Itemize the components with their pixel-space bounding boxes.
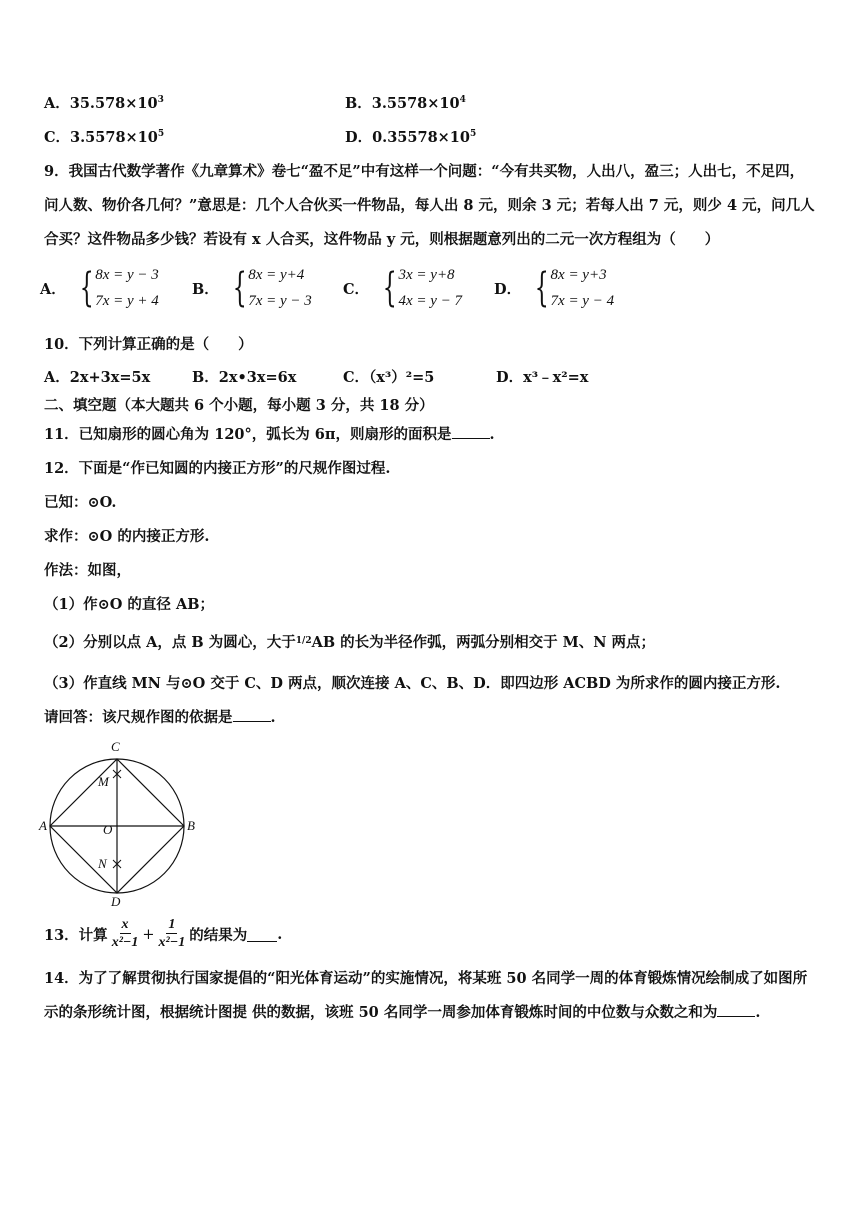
answer-blank[interactable] xyxy=(717,1002,755,1017)
q13 xyxy=(44,917,282,952)
half-num: 1 xyxy=(295,636,303,646)
q12-find: 求作：⊙O 的内接正方形. xyxy=(44,528,210,545)
q9-option-b-label: B． xyxy=(192,280,219,298)
q13-end: . xyxy=(277,926,283,943)
q9-d-eq1: 8x = y+3 xyxy=(550,267,607,283)
q9-c-eq1: 3x = y+8 xyxy=(398,267,455,283)
plus-sign: + xyxy=(142,926,155,943)
q13-fraction-1 xyxy=(110,917,141,952)
q10-option-d: D．x³﹣x²=x xyxy=(496,369,589,386)
f2-den: x²−1 xyxy=(158,935,186,950)
q10-option-c: C．（x³）²=5 xyxy=(343,369,435,386)
answer-blank[interactable] xyxy=(452,424,490,439)
brace-icon: { xyxy=(534,265,549,311)
q14-end: . xyxy=(755,1004,761,1021)
q10-stem: 10．下列计算正确的是（ ） xyxy=(44,336,253,353)
q8-option-a: A．$35.578\times 10^3$ xyxy=(44,95,164,112)
q14-line-2 xyxy=(44,1001,760,1022)
q9-option-a xyxy=(40,262,159,314)
f1-den: x²−1 xyxy=(111,935,139,950)
q13-pre: 13．计算 xyxy=(44,927,108,944)
q12-answer xyxy=(44,706,276,727)
q12-stem: 12．下面是“作已知圆的内接正方形”的尺规作图过程. xyxy=(44,460,391,477)
q11-text: 11．已知扇形的圆心角为 120°，弧长为 6π，则扇形的面积是 xyxy=(44,426,452,443)
label-d: D xyxy=(111,894,121,908)
q9-b-eq2: 7x = y − 3 xyxy=(248,293,312,309)
q14-line-1: 14．为了了解贯彻执行国家提倡的“阳光体育运动”的实施情况，将某班 50 名同学一周的体育锻炼情况绘制成了如图所 xyxy=(44,970,808,987)
q9-line-3: 合买？这件物品多少钱？若设有 x 人合买，这件物品 y 元，则根据题意列出的二元一次方程组为（ ） xyxy=(44,231,720,248)
q8-option-d: D．$0.35578\times 10^5$ xyxy=(345,129,477,146)
q9-d-eq2: 7x = y − 4 xyxy=(550,293,615,309)
q12-known: 已知：⊙O. xyxy=(44,494,117,511)
half-den: 2 xyxy=(305,636,312,646)
q14-line-2-text: 示的条形统计图，根据统计图提 供的数据，该班 50 名同学一周参加体育锻炼时间的中位数与众数之和为 xyxy=(44,1004,718,1021)
q12-step-2-pre: （2）分别以点 A，点 B 为圆心，大于 xyxy=(44,634,296,651)
q9-b-eq1: 8x = y+4 xyxy=(248,267,305,283)
q9-option-b xyxy=(192,262,312,314)
label-b: B xyxy=(187,818,195,833)
q9-a-eq2: 7x = y + 4 xyxy=(95,293,159,309)
brace-icon: { xyxy=(382,265,397,311)
q12-step-3: （3）作直线 MN 与⊙O 交于 C、D 两点，顺次连接 A、C、B、D．即四边形 ACBD 为所求作的圆内接正方形. xyxy=(44,675,781,692)
inscribed-square-figure xyxy=(38,736,208,908)
q9-option-c xyxy=(343,262,462,314)
q9-option-d xyxy=(494,262,614,314)
f1-num: x xyxy=(121,917,129,932)
q11-end: . xyxy=(489,426,495,443)
answer-blank[interactable] xyxy=(233,707,271,722)
q12-end: . xyxy=(270,709,276,726)
half-fraction: 1/2 xyxy=(295,636,312,646)
q11 xyxy=(44,423,495,444)
f2-num: 1 xyxy=(168,917,176,932)
q12-method: 作法：如图， xyxy=(44,562,131,579)
q9-line-1: 9．我国古代数学著作《九章算术》卷七“盈不足”中有这样一个问题：“今有共买物，人出八，盈三；人出七，不足四， xyxy=(44,163,805,180)
q9-option-d-label: D． xyxy=(494,280,522,298)
q12-step-2-post: AB 的长为半径作弧，两弧分别相交于 M、N 两点； xyxy=(311,634,656,651)
q12-step-1: （1）作⊙O 的直径 AB； xyxy=(44,596,214,613)
q13-fraction-2 xyxy=(157,917,188,952)
answer-blank[interactable] xyxy=(247,927,277,942)
section-heading: 二、填空题（本大题共 6 个小题，每小题 3 分，共 18 分） xyxy=(44,397,434,414)
label-a: A xyxy=(39,818,47,833)
q12-step-2 xyxy=(44,631,655,652)
q13-post: 的结果为 xyxy=(189,927,248,944)
label-o: O xyxy=(103,822,113,837)
brace-icon: { xyxy=(232,265,247,311)
q10-option-b: B．2x•3x=6x xyxy=(192,369,297,386)
q9-line-2: 问人数、物价各几何？”意思是：几个人合伙买一件物品，每人出 8 元，则余 3 元；若每人出 7 元，则少 4 元，问几人 xyxy=(44,197,815,214)
q9-option-c-label: C． xyxy=(343,280,370,298)
brace-icon: { xyxy=(79,265,94,311)
label-n: N xyxy=(98,856,107,871)
q12-answer-text: 请回答：该尺规作图的依据是 xyxy=(44,709,233,726)
q9-c-eq2: 4x = y − 7 xyxy=(398,293,463,309)
label-m: M xyxy=(98,774,109,789)
q9-a-eq1: 8x = y − 3 xyxy=(95,267,159,283)
q10-option-a: A．2x+3x=5x xyxy=(44,369,151,386)
label-c: C xyxy=(111,739,120,754)
q9-option-a-label: A． xyxy=(40,280,66,298)
q8-option-b: B．$3.5578\times 10^4$ xyxy=(345,95,466,112)
q8-option-c: C．$3.5578\times 10^5$ xyxy=(44,129,165,146)
